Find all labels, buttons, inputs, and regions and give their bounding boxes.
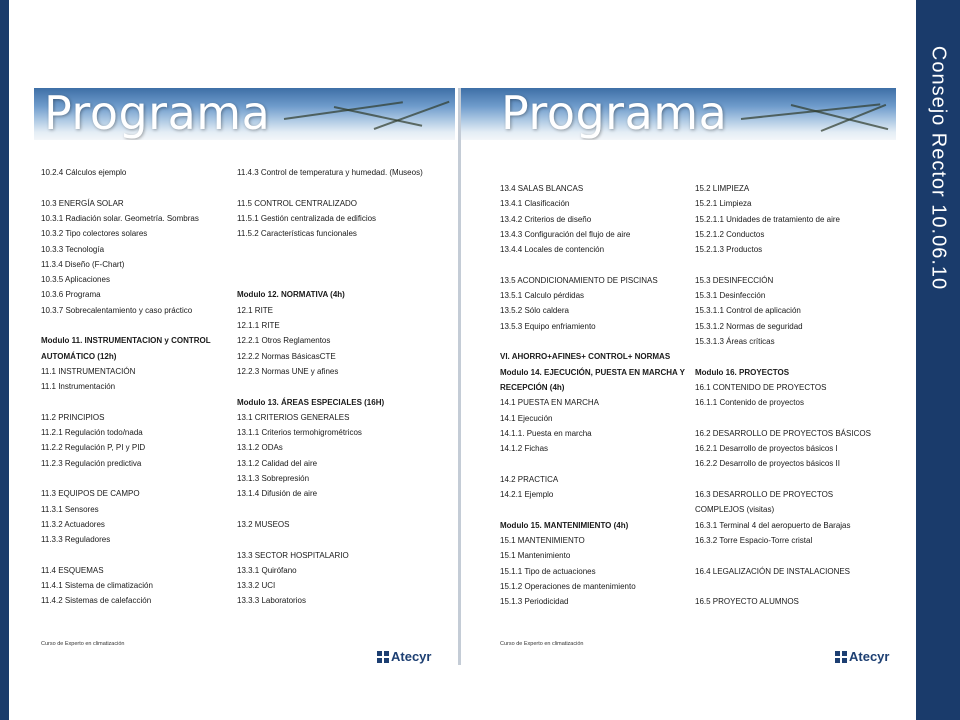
program-item: 16.3.2 Torre Espacio-Torre cristal xyxy=(695,535,813,545)
sky-banner xyxy=(461,88,896,140)
atecyr-logo: Atecyr xyxy=(835,649,889,664)
program-item: 10.3.3 Tecnología xyxy=(41,244,105,254)
program-item: 12.1.1 RITE xyxy=(237,321,280,330)
program-item: 13.4.1 Clasificación xyxy=(500,199,570,209)
program-item: 11.4.2 Sistemas de calefacción xyxy=(41,596,152,606)
program-item: 16.3 DESARROLLO DE PROYECTOS xyxy=(695,490,834,499)
program-item: Modulo 12. NORMATIVA (4h) xyxy=(237,290,345,300)
program-item: 15.3.1.2 Normas de seguridad xyxy=(695,321,803,331)
program-item: 11.4.1 Sistema de climatización xyxy=(41,581,153,591)
program-item: 14.2.1 Ejemplo xyxy=(500,490,554,499)
program-item: Modulo 14. EJECUCIÓN, PUESTA EN MARCHA Y xyxy=(500,367,685,377)
program-item: 13.4.2 Criterios de diseño xyxy=(500,214,592,224)
program-item: 10.3.6 Programa xyxy=(41,290,101,300)
program-item: 11.2.3 Regulación predictiva xyxy=(41,458,142,468)
program-item: 10.3.7 Sobrecalentamiento y caso práctico xyxy=(41,305,193,315)
program-item: 13.4 SALAS BLANCAS xyxy=(500,184,584,193)
program-item: 13.5 ACONDICIONAMIENTO DE PISCINAS xyxy=(500,275,658,285)
program-item: 15.1.1 Tipo de actuaciones xyxy=(500,566,596,576)
program-item: 10.3.2 Tipo colectores solares xyxy=(41,229,148,239)
program-item: VI. AHORRO+AFINES+ CONTROL+ NORMAS xyxy=(500,352,671,362)
left-accent-bar xyxy=(0,0,9,720)
program-item: 15.2.1.3 Productos xyxy=(695,245,763,255)
program-item: 14.1.1. Puesta en marcha xyxy=(500,428,592,438)
program-item: 12.1 RITE xyxy=(237,305,274,315)
program-item: 11.3 EQUIPOS DE CAMPO xyxy=(41,489,140,499)
sky-banner xyxy=(34,88,455,140)
program-item: 15.2.1.2 Conductos xyxy=(695,229,765,239)
program-item: 13.1.4 Difusión de aire xyxy=(237,489,318,499)
program-item: 15.3 DESINFECCIÓN xyxy=(695,275,774,285)
atecyr-logo: Atecyr xyxy=(377,649,431,664)
program-item: 16.1 CONTENIDO DE PROYECTOS xyxy=(695,382,827,392)
program-item: 15.1 Mantenimiento xyxy=(500,551,571,561)
side-title: Consejo Rector 10.06.10 xyxy=(927,45,950,291)
program-item: 16.2.2 Desarrollo de proyectos básicos II xyxy=(695,459,840,469)
program-item: 15.3.1 Desinfección xyxy=(695,291,766,301)
program-item: 11.2.2 Regulación P, PI y PID xyxy=(41,443,146,453)
program-item: 11.3.3 Reguladores xyxy=(41,535,111,545)
banner-title: Programa xyxy=(501,88,728,140)
program-item: RECEPCIÓN (4h) xyxy=(500,382,565,392)
program-item: 10.3 ENERGÍA SOLAR xyxy=(41,198,124,208)
program-item: 16.2.1 Desarrollo de proyectos básicos I xyxy=(695,444,838,454)
program-item: 11.2 PRINCIPIOS xyxy=(41,412,105,422)
program-item: 14.1 PUESTA EN MARCHA xyxy=(500,398,599,408)
program-item: 13.5.1 Calculo pérdidas xyxy=(500,291,585,301)
program-item: 13.5.2 Sólo caldera xyxy=(500,306,569,316)
program-item: Modulo 16. PROYECTOS xyxy=(695,367,790,377)
program-item: 10.2.4 Cálculos ejemplo xyxy=(41,168,127,177)
program-item: 11.3.1 Sensores xyxy=(41,504,99,514)
program-item: 13.3 SECTOR HOSPITALARIO xyxy=(237,550,349,560)
banner-title: Programa xyxy=(44,88,271,140)
program-item: 13.5.3 Equipo enfriamiento xyxy=(500,321,596,331)
program-item: 16.2 DESARROLLO DE PROYECTOS BÁSICOS xyxy=(695,428,871,438)
program-item: 11.5.2 Características funcionales xyxy=(237,229,357,239)
program-item: 15.2 LIMPIEZA xyxy=(695,184,750,193)
program-item: 13.2 MUSEOS xyxy=(237,519,290,529)
program-item: 12.2.1 Otros Reglamentos xyxy=(237,336,331,346)
atecyr-logo-icon xyxy=(835,651,847,663)
program-item: 13.1.3 Sobrepresión xyxy=(237,474,310,483)
program-page-right xyxy=(461,88,896,665)
program-item: Modulo 15. MANTENIMIENTO (4h) xyxy=(500,520,629,530)
program-item: 14.1.2 Fichas xyxy=(500,444,549,454)
program-item: 15.2.1 Limpieza xyxy=(695,199,752,209)
program-item: 11.5 CONTROL CENTRALIZADO xyxy=(237,198,358,208)
program-item: COMPLEJOS (visitas) xyxy=(695,505,775,515)
program-item: 15.1 MANTENIMIENTO xyxy=(500,535,585,545)
program-item: 13.3.2 UCI xyxy=(237,581,276,591)
program-item: 14.2 PRACTICA xyxy=(500,474,559,484)
program-item: 14.1 Ejecución xyxy=(500,413,553,423)
program-item: 13.4.4 Locales de contención xyxy=(500,245,605,255)
program-item: 10.3.5 Aplicaciones xyxy=(41,275,110,285)
program-item: 11.5.1 Gestión centralizada de edificios xyxy=(237,213,377,223)
program-item: 13.1 CRITERIOS GENERALES xyxy=(237,412,350,422)
program-item: 15.1.3 Periodicidad xyxy=(500,597,569,607)
program-item: AUTOMÁTICO (12h) xyxy=(41,351,117,361)
program-item: 13.1.2 Calidad del aire xyxy=(237,458,318,468)
program-item: 11.4.3 Control de temperatura y humedad. (Museos) xyxy=(237,168,423,177)
program-item: Modulo 13. ÁREAS ESPECIALES (16H) xyxy=(237,397,385,407)
program-item: 15.2.1.1 Unidades de tratamiento de aire xyxy=(695,214,840,224)
program-item: 16.5 PROYECTO ALUMNOS xyxy=(695,597,799,607)
program-item: 11.4 ESQUEMAS xyxy=(41,565,104,575)
program-item: 13.1.2 ODAs xyxy=(237,443,283,453)
program-item: 13.3.3 Laboratorios xyxy=(237,596,306,606)
program-item: 15.1.2 Operaciones de mantenimiento xyxy=(500,581,636,591)
footer-text: Curso de Experto en climatización xyxy=(500,641,584,647)
program-item: 15.3.1.1 Control de aplicación xyxy=(695,306,801,316)
program-item: 12.2.2 Normas BásicasCTE xyxy=(237,351,336,361)
program-item: 12.2.3 Normas UNE y afines xyxy=(237,366,339,376)
program-page-left xyxy=(34,88,455,665)
program-item: 11.3.4 Diseño (F-Chart) xyxy=(41,259,125,269)
program-item: 11.2.1 Regulación todo/nada xyxy=(41,428,143,438)
program-item: 10.3.1 Radiación solar. Geometría. Sombras xyxy=(41,213,199,223)
program-item: 16.3.1 Terminal 4 del aeropuerto de Barajas xyxy=(695,520,851,530)
program-item: 15.3.1.3 Áreas críticas xyxy=(695,337,775,346)
program-item: 11.3.2 Actuadores xyxy=(41,519,105,529)
footer-text: Curso de Experto en climatización xyxy=(41,641,125,647)
program-item: 11.1 INSTRUMENTACIÓN xyxy=(41,366,136,376)
program-item: 16.4 LEGALIZACIÓN DE INSTALACIONES xyxy=(695,566,851,576)
program-item: Modulo 11. INSTRUMENTACION y CONTROL xyxy=(41,336,211,346)
program-item: 13.3.1 Quirófano xyxy=(237,565,297,575)
program-item: 16.1.1 Contenido de proyectos xyxy=(695,398,804,408)
program-item: 11.1 Instrumentación xyxy=(41,382,116,392)
atecyr-logo-icon xyxy=(377,651,389,663)
program-item: 13.1.1 Criterios termohigrométricos xyxy=(237,428,362,438)
program-item: 13.4.3 Configuración del flujo de aire xyxy=(500,229,631,239)
